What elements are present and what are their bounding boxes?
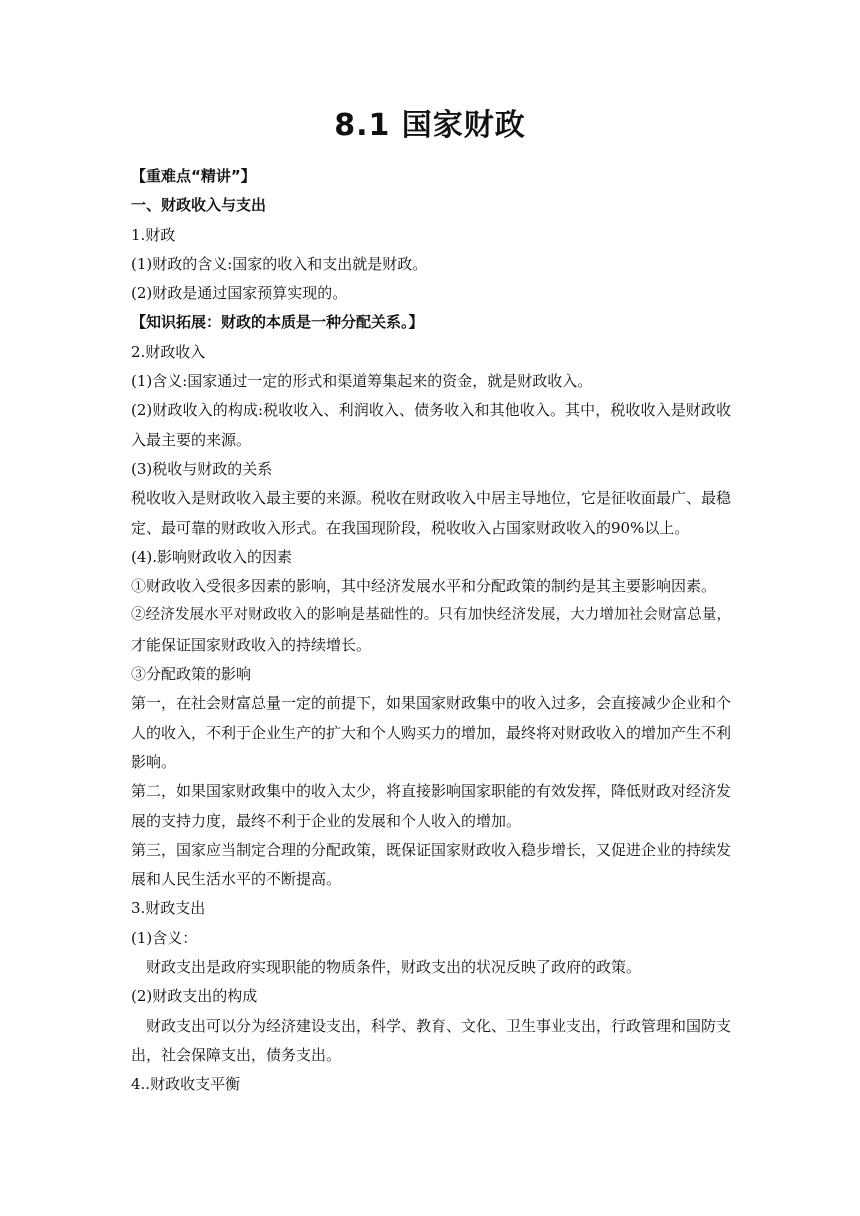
text-line: 财政支出可以分为经济建设支出，科学、教育、文化、卫生事业支出，行政管理和国防支 (146, 1016, 732, 1035)
text-line: 才能保证国家财政收入的持续增长。 (131, 635, 372, 654)
text-line: 3.财政支出 (131, 899, 206, 918)
text-line: 税收收入是财政收入最主要的来源。税收在财政收入中居主导地位，它是征收面最广、最稳 (131, 489, 732, 508)
text-line: ①财政收入受很多因素的影响，其中经济发展水平和分配政策的制约是其主要影响因素。 (131, 577, 717, 596)
text-line: 出，社会保障支出，债务支出。 (131, 1045, 342, 1064)
text-line: ②经济发展水平对财政收入的影响是基础性的。只有加快经济发展，大力增加社会财富总量， (131, 607, 731, 624)
text-line: 2.财政收入 (131, 342, 206, 361)
text-line: (1)含义:国家通过一定的形式和渠道筹集起来的资金，就是财政收入。 (131, 372, 593, 391)
text-line: ③分配政策的影响 (131, 665, 252, 684)
document-body (131, 162, 731, 1100)
text-line: 展和人民生活水平的不断提高。 (131, 870, 342, 889)
text-line: 定、最可靠的财政收入形式。在我国现阶段，税收收入占国家财政收入的90%以上。 (131, 518, 690, 537)
text-line: 【重难点“精讲”】 (131, 167, 256, 185)
text-line: (2)财政是通过国家预算实现的。 (131, 284, 348, 303)
text-line: 财政支出是政府实现职能的物质条件，财政支出的状况反映了政府的政策。 (146, 958, 642, 977)
text-line: 入最主要的来源。 (131, 430, 252, 449)
text-line: 人的收入，不利于企业生产的扩大和个人购买力的增加，最终将对财政收入的增加产生不利 (131, 723, 732, 742)
text-line: 展的支持力度，最终不利于企业的发展和个人收入的增加。 (131, 811, 522, 830)
text-line: (3)税收与财政的关系 (131, 459, 273, 478)
text-line: 影响。 (131, 752, 177, 771)
text-line: 一、财政收入与支出 (131, 196, 267, 215)
text-line: 第二，如果国家财政集中的收入太少，将直接影响国家职能的有效发挥，降低财政对经济发 (131, 782, 732, 801)
text-line: 第一，在社会财富总量一定的前提下，如果国家财政集中的收入过多，会直接减少企业和个 (131, 694, 732, 713)
text-line: 4..财政收支平衡 (131, 1075, 241, 1094)
text-line: 【知识拓展：财政的本质是一种分配关系。】 (131, 313, 424, 332)
text-line: 第三，国家应当制定合理的分配政策，既保证国家财政收入稳步增长，又促进企业的持续发 (131, 840, 732, 859)
text-line: (4).影响财政收入的因素 (131, 547, 293, 566)
text-line: (1)含义： (131, 928, 198, 947)
text-line: (2)财政收入的构成:税收收入、利润收入、债务收入和其他收入。其中，税收收入是财政收 (131, 401, 731, 420)
text-line: 1.财政 (131, 225, 176, 244)
text-line: (1)财政的含义:国家的收入和支出就是财政。 (131, 254, 428, 273)
page-title: 8.1 国家财政 (334, 108, 526, 143)
text-line: (2)财政支出的构成 (131, 987, 258, 1006)
